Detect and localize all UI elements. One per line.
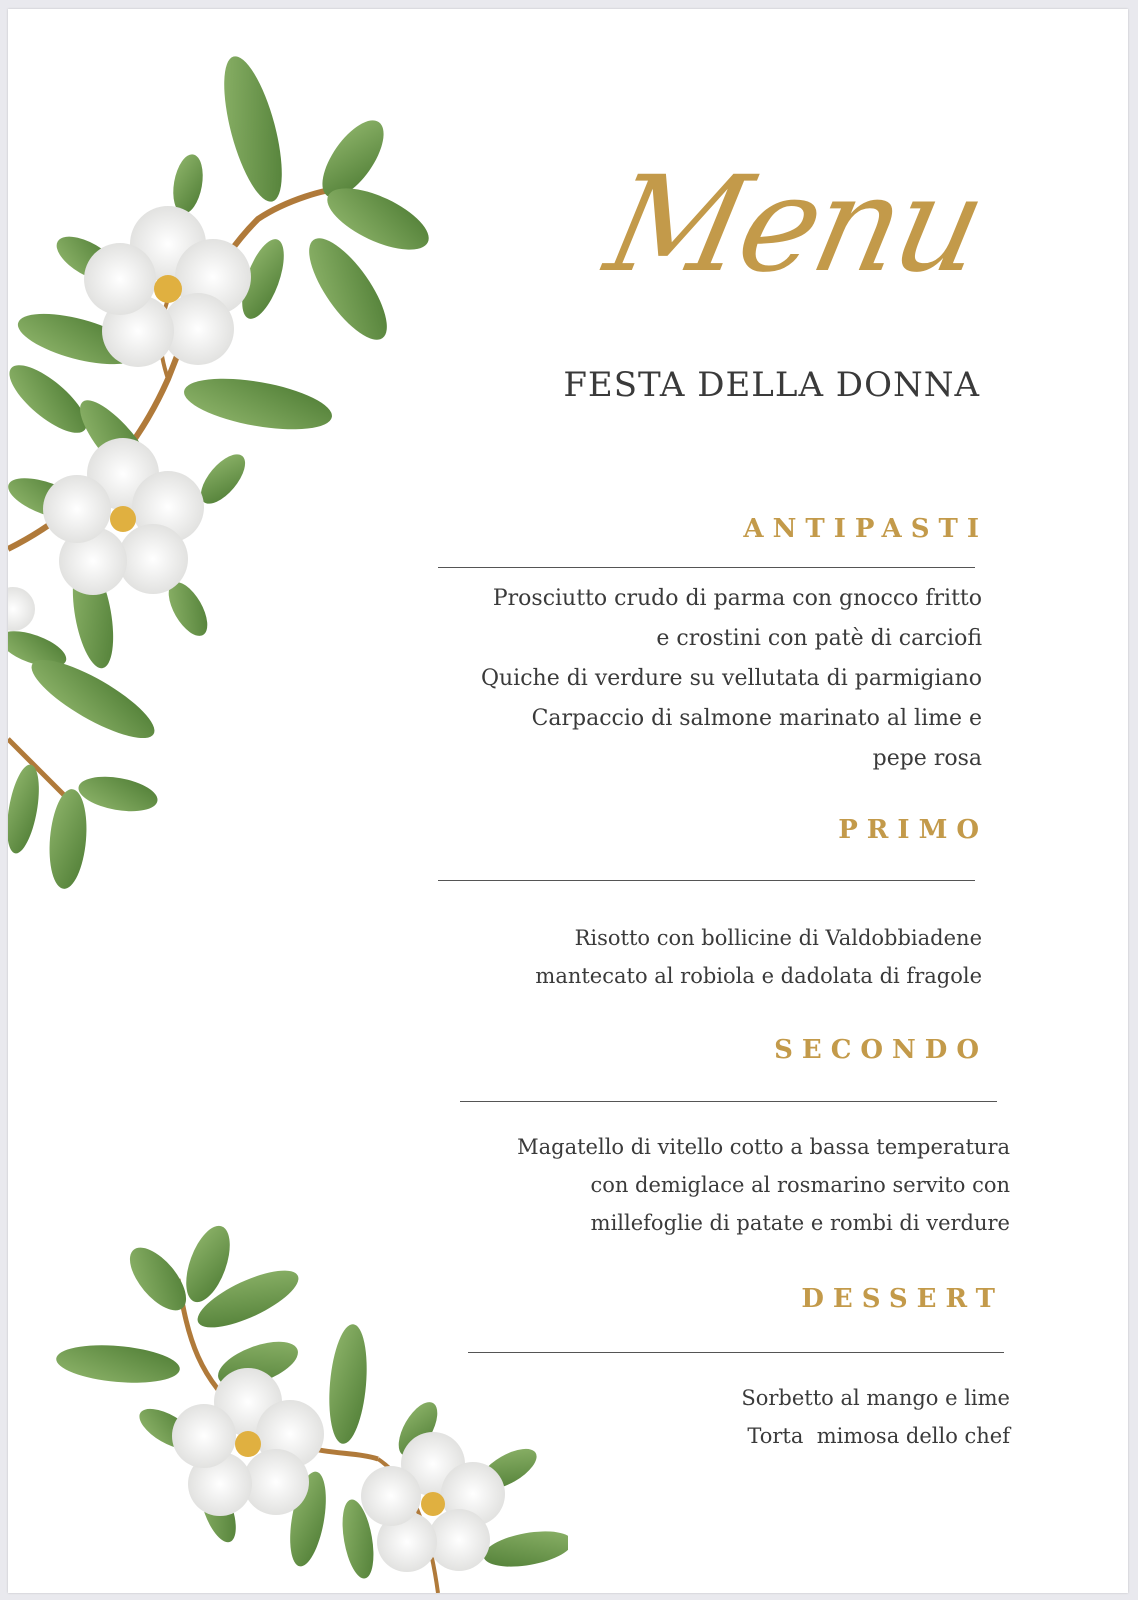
menu-title: Menu	[594, 148, 995, 302]
menu-item-line: Carpaccio di salmone marinato al lime e	[531, 706, 982, 731]
menu-subtitle: FESTA DELLA DONNA	[563, 365, 980, 405]
menu-item-line: mantecato al robiola e dadolata di fragole	[535, 964, 982, 988]
section-items-dessert	[741, 1379, 1010, 1455]
section-title-antipasti: ANTIPASTI	[743, 514, 988, 544]
menu-item-line: millefoglie di patate e rombi di verdure	[590, 1211, 1010, 1235]
menu-item-line: pepe rosa	[872, 746, 982, 771]
menu-item-line: con demiglace al rosmarino servito con	[590, 1173, 1010, 1197]
menu-item-line: Prosciutto crudo di parma con gnocco fritto	[492, 586, 982, 611]
menu-item-line: Torta mimosa dello chef	[747, 1424, 1010, 1448]
section-divider	[460, 1101, 997, 1102]
menu-item-line: Sorbetto al mango e lime	[741, 1386, 1010, 1410]
section-divider	[438, 880, 975, 881]
section-title-secondo: SECONDO	[774, 1035, 988, 1065]
section-divider	[438, 567, 975, 568]
menu-page	[8, 9, 1128, 1593]
section-title-dessert: DESSERT	[801, 1284, 1004, 1314]
section-title-primo: PRIMO	[838, 815, 988, 845]
section-items-antipasti	[481, 579, 982, 779]
floral-branch-top-left	[8, 49, 438, 909]
menu-item-line: Magatello di vitello cotto a bassa temperatura	[517, 1135, 1010, 1159]
section-items-primo	[535, 919, 982, 995]
menu-item-line: e crostini con patè di carciofi	[656, 626, 982, 651]
section-divider	[468, 1352, 1004, 1353]
menu-item-line: Risotto con bollicine di Valdobbiadene	[574, 926, 982, 950]
menu-item-line: Quiche di verdure su vellutata di parmigiano	[480, 666, 982, 691]
section-items-secondo	[517, 1128, 1010, 1242]
floral-branch-bottom-left	[48, 1219, 568, 1593]
